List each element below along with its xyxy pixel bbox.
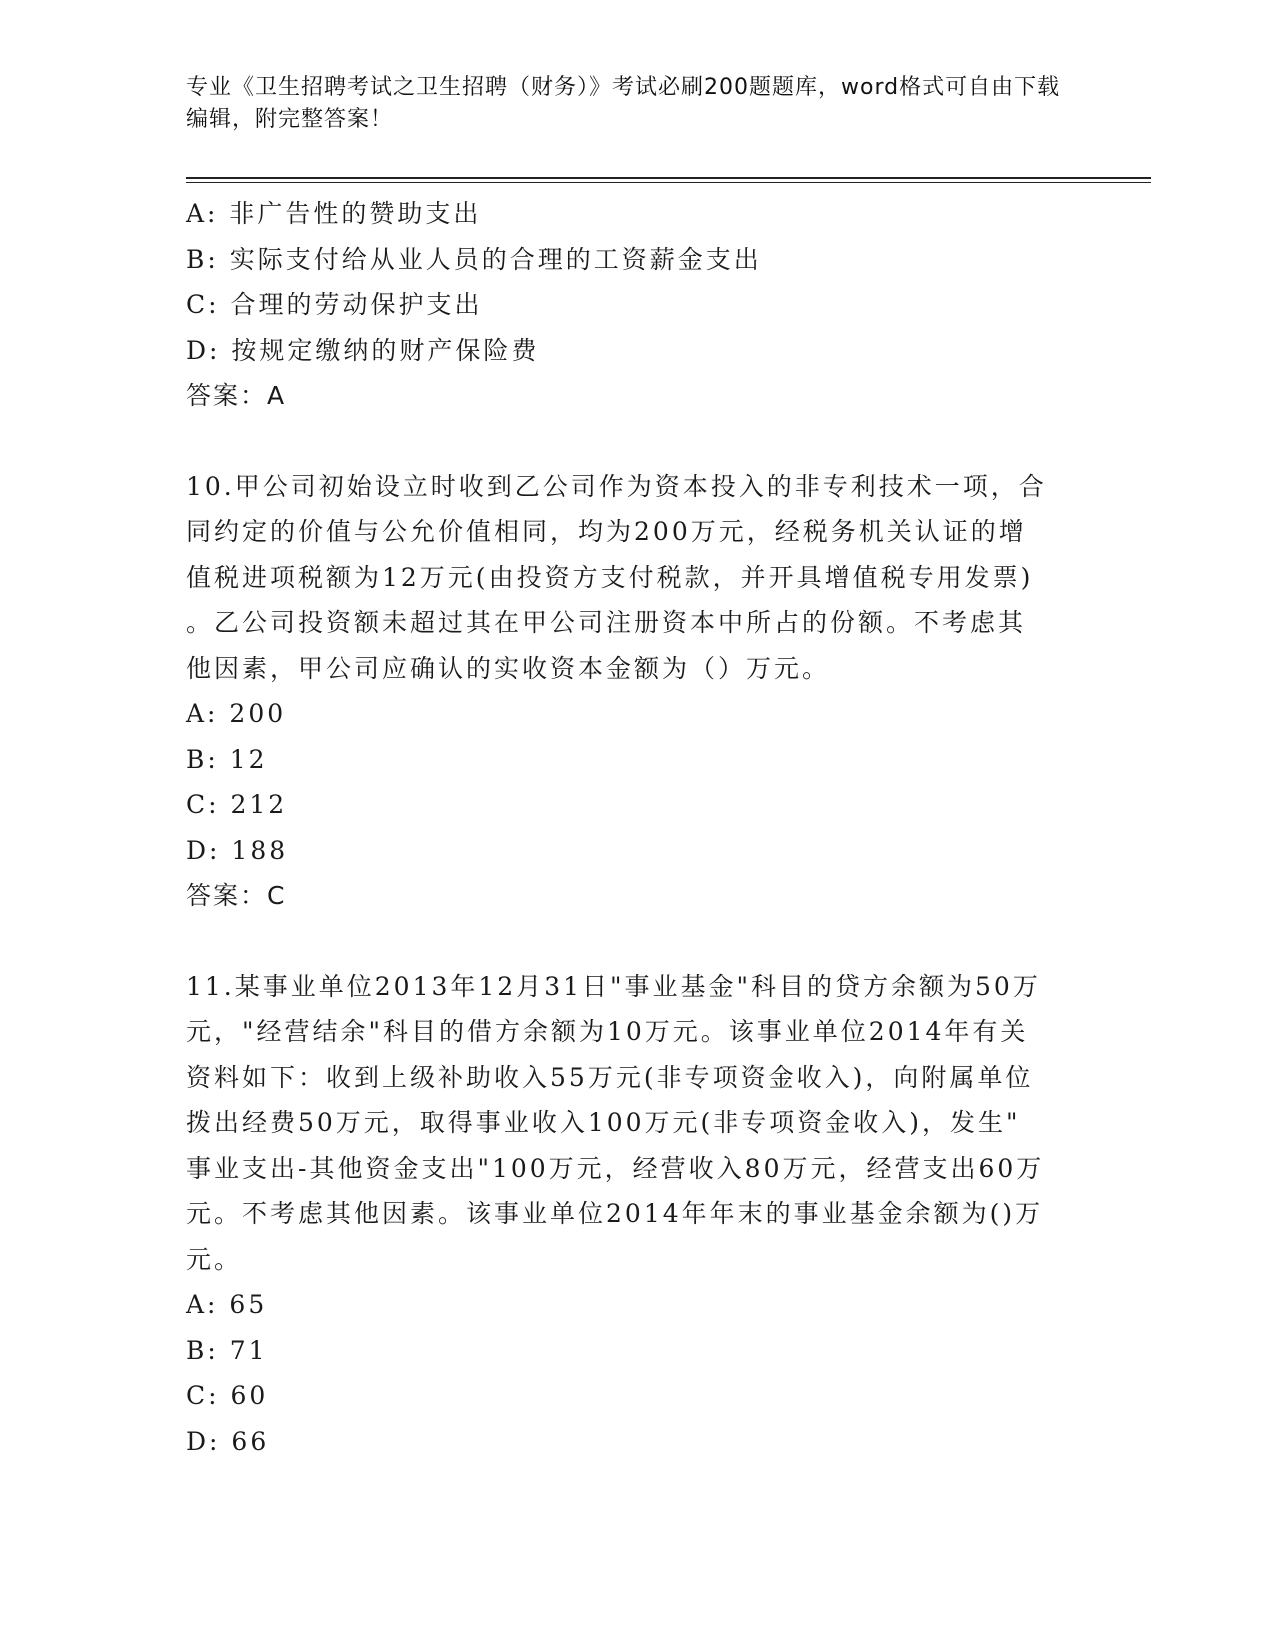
stem-line: 同约定的价值与公允价值相同，均为200万元，经税务机关认证的增 [186, 517, 1027, 546]
document-header: 专业《卫生招聘考试之卫生招聘（财务）》考试必刷200题题库，word格式可自由下载编辑，附完整答案！ [186, 75, 1061, 132]
option-c: C: 合理的劳动保护支出 [186, 290, 483, 319]
answer: 答案：C [186, 881, 287, 910]
answer: 答案：A [186, 381, 287, 410]
option-d: D: 按规定缴纳的财产保险费 [186, 335, 540, 365]
stem-line: 值税进项税额为12万元(由投资方支付税款，并开具增值税专用发票) [186, 562, 1034, 592]
stem-line: 11.某事业单位2013年12月31日"事业基金"科目的贷方余额为50万 [186, 971, 1041, 1001]
option-d: D: 66 [186, 1426, 270, 1456]
stem-line: 。乙公司投资额未超过其在甲公司注册资本中所占的份额。不考虑其 [186, 608, 1027, 637]
header-rule-thin [186, 182, 1151, 183]
question-10 [186, 464, 1086, 919]
stem-line: 元。不考虑其他因素。该事业单位2014年年末的事业基金余额为()万 [186, 1199, 1044, 1228]
question-9 [186, 191, 1086, 419]
document-body [186, 191, 1086, 1464]
option-c: C: 212 [186, 790, 288, 819]
stem-line: 他因素，甲公司应确认的实收资本金额为（）万元。 [186, 653, 831, 683]
header-rule-thick [186, 177, 1151, 179]
option-b: B: 71 [186, 1335, 268, 1365]
spacer [186, 919, 1086, 964]
stem-line: 资料如下：收到上级补助收入55万元(非专项资金收入)，向附属单位 [186, 1062, 1034, 1092]
stem-line: 10.甲公司初始设立时收到乙公司作为资本投入的非专利技术一项，合 [186, 471, 1047, 501]
question-stem [186, 964, 1066, 1283]
stem-line: 元，"经营结余"科目的借方余额为10万元。该事业单位2014年有关 [186, 1017, 1029, 1046]
option-b: B: 实际支付给从业人员的合理的工资薪金支出 [186, 244, 762, 274]
stem-line: 元。 [186, 1244, 243, 1274]
option-a: A: 200 [186, 699, 287, 728]
option-b: B: 12 [186, 744, 268, 774]
option-d: D: 188 [186, 835, 289, 865]
stem-line: 事业支出-其他资金支出"100万元，经营收入80万元，经营支出60万 [186, 1153, 1045, 1183]
option-a: A: 65 [186, 1290, 268, 1319]
spacer [186, 419, 1086, 464]
option-a: A: 非广告性的赞助支出 [186, 199, 482, 228]
question-stem [186, 464, 1066, 692]
option-c: C: 60 [186, 1381, 269, 1410]
stem-line: 拨出经费50万元，取得事业收入100万元(非专项资金收入)，发生" [186, 1108, 1021, 1137]
question-11 [186, 964, 1086, 1465]
